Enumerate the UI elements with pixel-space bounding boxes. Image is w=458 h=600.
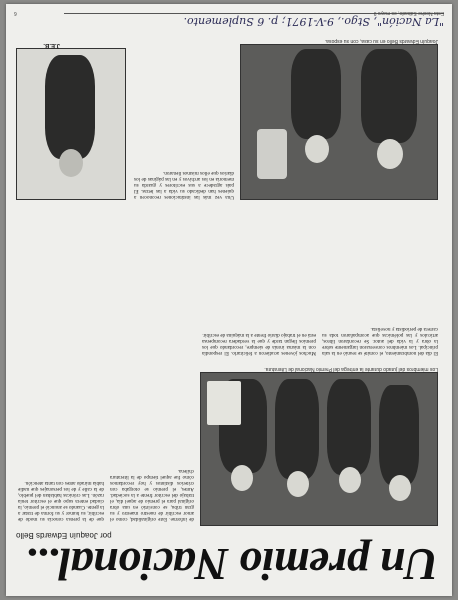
article-byline: por Joaquín Edwards Bello (16, 531, 112, 540)
article-column-4: Muchos jóvenes acudieron a felicitarlo. Él respondía con la misma ironía de siempre, recordando que los premios llegan tarde y que la verdadera recompensa está en el trabajo diario frente a la máquina de escribir. (202, 332, 316, 356)
article-signature: J.E.B. (43, 42, 60, 48)
article-column-5: Una vez más las instituciones reconocen a quienes han dedicado su vida a las letras. El país agradece a sus escritores y guarda su memoria en los archivos y en las páginas de los diarios que ellos mismos llenaron. (134, 170, 234, 200)
handwritten-citation: "La Nación", Stgo., 9-V-1971; p. 6 Suplemento. (64, 13, 444, 28)
article-column-2: que de la prensa conocía su modo de escribir, su humor y su forma de tratar a la gente. Cuando se anunció el premio, la ciudad entera supo que el escritor tenía razón. Las crónicas hablaban del pueblo, de la calle y de los personajes que nadie había mirado antes con tanta atención. (18, 480, 104, 522)
article-title: Un premio Nacional... (25, 539, 438, 590)
page-folio: Esta Noche Sábado, es mayo 9 (373, 10, 444, 16)
article-column-1: de informe. Este originalidad, como el amor escribir de nuestro maestro y su gran tribu, se convirtió en una obra original para el premio de aquel día, el trabajo del escritor frente a la sociedad. Antes, el premio se otorgaba con criterios distintos y hoy recordamos cómo fue aquel tiempo de la literatura chilena. (110, 468, 194, 522)
couple-photo-caption: Joaquín Edwards Bello en su casa, con su esposa. (324, 38, 438, 44)
group-photo (200, 372, 438, 526)
portrait-photo (16, 48, 126, 200)
newspaper-page (6, 4, 452, 596)
article-column-3: El día del nombramiento, el comité se reunió en la sala principal. Los miembros conversaron largamente sobre la obra y la vida del autor. Se recordaron libros, artículos y las polémicas que acompañaron toda su carrera de periodista y novelista. (322, 326, 438, 356)
couple-photo (240, 44, 438, 200)
page-number: 6 (14, 10, 17, 16)
group-photo-caption: Los miembros del jurado durante la entrega del Premio Nacional de Literatura. (264, 366, 438, 372)
